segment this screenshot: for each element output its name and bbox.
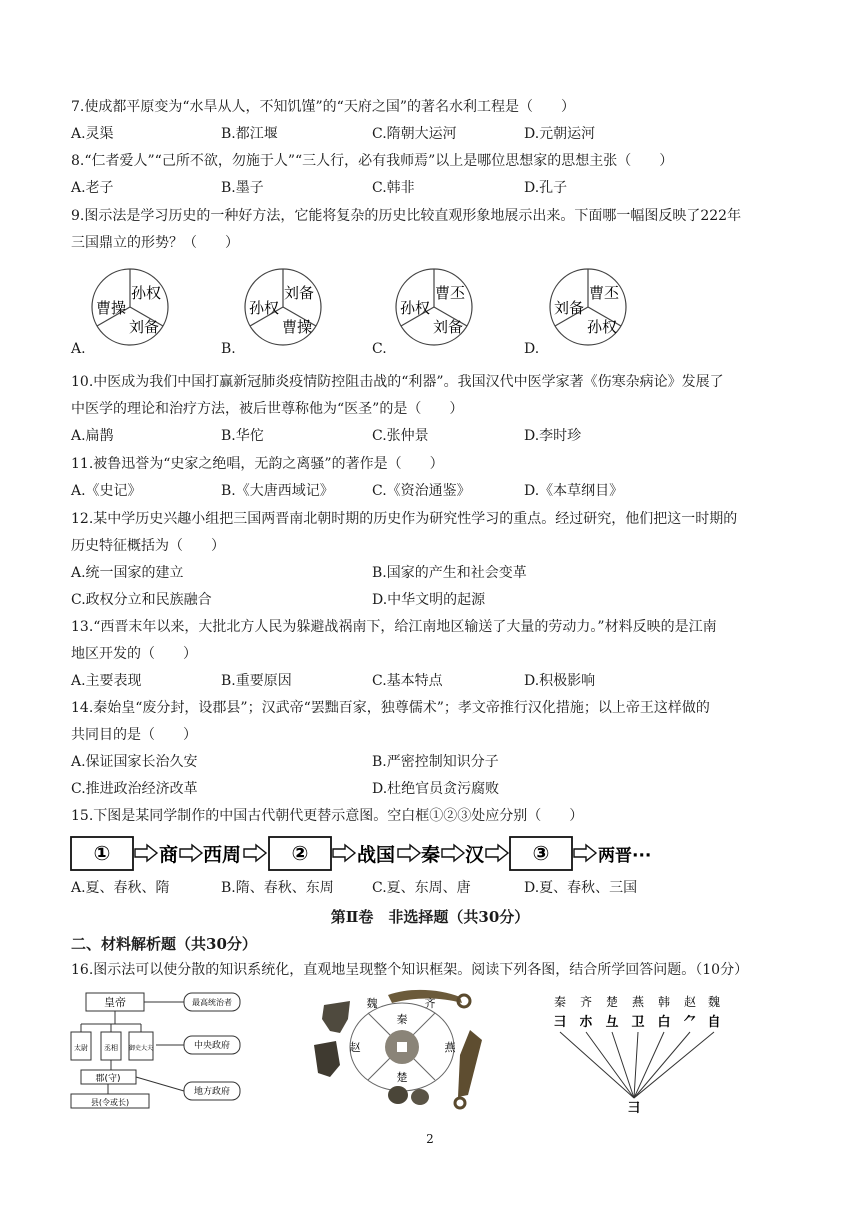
q13-option-c: C.基本特点 (372, 673, 443, 689)
svg-text:彑: 彑 (605, 1015, 619, 1030)
q15-box-2-label: ② (291, 841, 309, 865)
q10-option-a: A.扁鹊 (71, 428, 114, 444)
fig3-unified-glyph: ⺕ (627, 1101, 641, 1116)
q12-stem-line2: 历史特征概括为（ ） (71, 538, 225, 554)
q15-option-a: A.夏、春秋、隋 (71, 880, 170, 896)
q9-circle-d (550, 269, 626, 345)
q9a-top-right-label: 孙权 (130, 284, 162, 302)
fig1-qin-bureaucracy (66, 990, 256, 1110)
q9b-bottom-right-label: 曹操 (281, 318, 313, 336)
q9c-left-label: 孙权 (399, 299, 431, 317)
q10-option-d: D.李时珍 (524, 428, 582, 444)
q9-stem-line1: 9.图示法是学习历史的一种好方法，它能将复杂的历史比较直观形象地展示出来。下面哪一幅图反映了222年 (71, 208, 742, 224)
fig3-qin: 秦 (553, 995, 567, 1009)
q13-option-b: B.重要原因 (221, 673, 292, 689)
q13-stem-line1: 13.“西晋末年以来，大批北方人民为躲避战祸南下，给江南地区输送了大量的劳动力。”材料反映的是江南 (71, 619, 717, 635)
q9-option-d: D. (524, 341, 540, 357)
q8-option-b: B.墨子 (221, 180, 264, 196)
q15-stem: 15.下图是某同学制作的中国古代朝代更替示意图。空白框①②③处应分别（ ） (71, 808, 584, 824)
q10-stem-line2: 中医学的理论和治疗方法，被后世尊称他为“医圣”的是（ ） (71, 401, 464, 417)
q7-option-b: B.都江堰 (221, 126, 278, 142)
q11-stem: 11.被鲁迅誉为“史家之绝唱，无韵之离骚”的著作是（ ） (71, 456, 444, 472)
q14-option-a: A.保证国家长治久安 (71, 754, 198, 770)
q15-dynasty-chain (66, 832, 652, 876)
q12-stem-line1: 12.某中学历史兴趣小组把三国两晋南北朝时期的历史作为研究性学习的重点。经过研究，他们把这一时期的 (71, 511, 738, 527)
q8-option-a: A.老子 (71, 180, 114, 196)
q14-stem-line2: 共同目的是（ ） (71, 727, 197, 743)
q9-circle-c (396, 269, 472, 345)
fig3-yan: 燕 (631, 995, 645, 1009)
q13-option-a: A.主要表现 (71, 673, 142, 689)
svg-text:卫: 卫 (631, 1015, 645, 1030)
q12-option-d: D.中华文明的起源 (372, 592, 486, 608)
q9a-left-label: 曹操 (95, 299, 127, 317)
q14-option-c: C.推进政治经济改革 (71, 781, 198, 797)
q11-option-b: B.《大唐西域记》 (221, 483, 334, 499)
q9b-top-right-label: 刘备 (283, 284, 315, 302)
q9-circle-a (92, 269, 168, 345)
part-title: 二、材料解析题（共30分） (71, 935, 257, 953)
q15-han: 汉 (465, 844, 485, 866)
q7-option-c: C.隋朝大运河 (372, 126, 457, 142)
svg-text:白: 白 (657, 1015, 671, 1030)
q7-option-a: A.灵渠 (71, 126, 114, 142)
q15-warring-states: 战国 (357, 844, 396, 866)
q9c-bottom-right-label: 刘备 (432, 318, 464, 336)
q9-circle-diagrams (0, 262, 860, 362)
fig1-central: 中央政府 (193, 1041, 231, 1051)
fig3-ancient-glyphs (553, 1014, 720, 1030)
q12-option-a: A.统一国家的建立 (71, 565, 184, 581)
q9-option-c: C. (372, 341, 387, 357)
q15-option-b: B.隋、春秋、东周 (221, 880, 334, 896)
q16-stem: 16.图示法可以使分散的知识系统化，直观地呈现整个知识框架。阅读下列各图，结合所学回答问题。（10分） (71, 962, 749, 978)
q15-box-3-label: ③ (532, 841, 550, 865)
fig3-chu: 楚 (605, 995, 619, 1009)
svg-text:自: 自 (707, 1015, 721, 1030)
fig2-qi: 齐 (424, 997, 436, 1010)
q12-option-b: B.国家的产生和社会变革 (372, 565, 527, 581)
q14-option-b: B.严密控制知识分子 (372, 754, 499, 770)
q12-option-c: C.政权分立和民族融合 (71, 592, 212, 608)
q9-option-a: A. (71, 341, 86, 357)
q9d-top-right-label: 曹丕 (588, 284, 620, 302)
svg-text:⺕: ⺕ (553, 1015, 567, 1030)
q9b-left-label: 孙权 (248, 299, 280, 317)
q9-stem-line2: 三国鼎立的形势？（ ） (71, 235, 239, 251)
fig1-chengxiang: 丞相 (104, 1044, 118, 1052)
q10-stem-line1: 10.中医成为我们中国打赢新冠肺炎疫情防控阻击战的“利器”。我国汉代中医学家著《伤寒杂病论》发展了 (71, 374, 724, 390)
q13-option-d: D.积极影响 (524, 673, 596, 689)
fig1-supreme: 最高统治者 (192, 998, 232, 1007)
fig2-spade-coin-1 (322, 1001, 350, 1033)
page-number: 2 (426, 1132, 434, 1146)
fig3-han: 韩 (657, 995, 671, 1009)
q15-option-d: D.夏、春秋、三国 (524, 880, 638, 896)
fig2-ant-nose-coin-2 (411, 1089, 429, 1105)
q15-western-zhou: 西周 (203, 844, 242, 866)
fig1-local: 地方政府 (193, 1087, 231, 1097)
q7-stem: 7.使成都平原变为“水旱从人，不知饥馑”的“天府之国”的著名水利工程是（ ） (71, 99, 575, 115)
fig3-zhao: 赵 (683, 995, 697, 1009)
q10-option-c: C.张仲景 (372, 428, 429, 444)
fig2-yan: 燕 (444, 1041, 456, 1054)
fig2-qin: 秦 (396, 1013, 408, 1026)
q15-qin: 秦 (421, 844, 441, 866)
q9d-bottom-right-label: 孙权 (586, 318, 618, 336)
fig2-knife-coin-right (458, 1030, 482, 1097)
fig1-xian: 县(令或长) (90, 1098, 130, 1107)
q8-option-c: C.韩非 (372, 180, 415, 196)
q9-circle-b (245, 269, 321, 345)
fig3-script-unification (548, 990, 728, 1115)
svg-text:⺈: ⺈ (683, 1015, 697, 1030)
fig2-chu: 楚 (396, 1071, 408, 1084)
q9a-bottom-right-label: 刘备 (128, 318, 160, 336)
section-title: 第Ⅱ卷 非选择题（共30分） (330, 908, 530, 926)
q15-option-c: C.夏、东周、唐 (372, 880, 471, 896)
svg-text:朩: 朩 (579, 1015, 593, 1030)
q13-stem-line2: 地区开发的（ ） (71, 646, 197, 662)
q14-option-d: D.杜绝官员贪污腐败 (372, 781, 500, 797)
q15-shang: 商 (159, 844, 179, 866)
fig3-wei: 魏 (707, 995, 721, 1009)
q9d-left-label: 刘备 (553, 299, 585, 317)
fig2-wei: 魏 (366, 997, 378, 1010)
q8-option-d: D.孔子 (524, 180, 568, 196)
fig2-coins-illustration (310, 985, 490, 1115)
q11-option-d: D.《本草纲目》 (524, 483, 624, 499)
q14-stem-line1: 14.秦始皇“废分封，设郡县”；汉武帝“罢黜百家，独尊儒术”；孝文帝推行汉化措施；以上帝王这样做的 (71, 700, 710, 716)
fig1-yushidafu: 御史大夫 (128, 1045, 154, 1052)
fig2-spade-coin-2 (314, 1041, 340, 1077)
q15-box-1-label: ① (93, 841, 111, 865)
q11-option-c: C.《资治通鉴》 (372, 483, 471, 499)
q8-stem: 8.“仁者爱人”“己所不欲，勿施于人”“三人行，必有我师焉”以上是哪位思想家的思想主张（ ） (71, 153, 674, 169)
q7-option-d: D.元朝运河 (524, 126, 596, 142)
fig2-ant-nose-coin-1 (388, 1086, 408, 1104)
fig1-emperor: 皇帝 (104, 996, 126, 1009)
q9c-top-right-label: 曹丕 (434, 284, 466, 302)
q9-option-b: B. (221, 341, 236, 357)
q11-option-a: A.《史记》 (71, 483, 142, 499)
fig2-zhao: 赵 (349, 1041, 361, 1054)
q15-two-jin: 两晋··· (598, 846, 652, 866)
fig3-convergence-lines (560, 1032, 714, 1098)
fig1-jun: 郡(守) (95, 1074, 121, 1084)
q10-option-b: B.华佗 (221, 428, 264, 444)
fig3-qi: 齐 (579, 995, 593, 1009)
fig1-taiwei: 太尉 (74, 1044, 88, 1052)
